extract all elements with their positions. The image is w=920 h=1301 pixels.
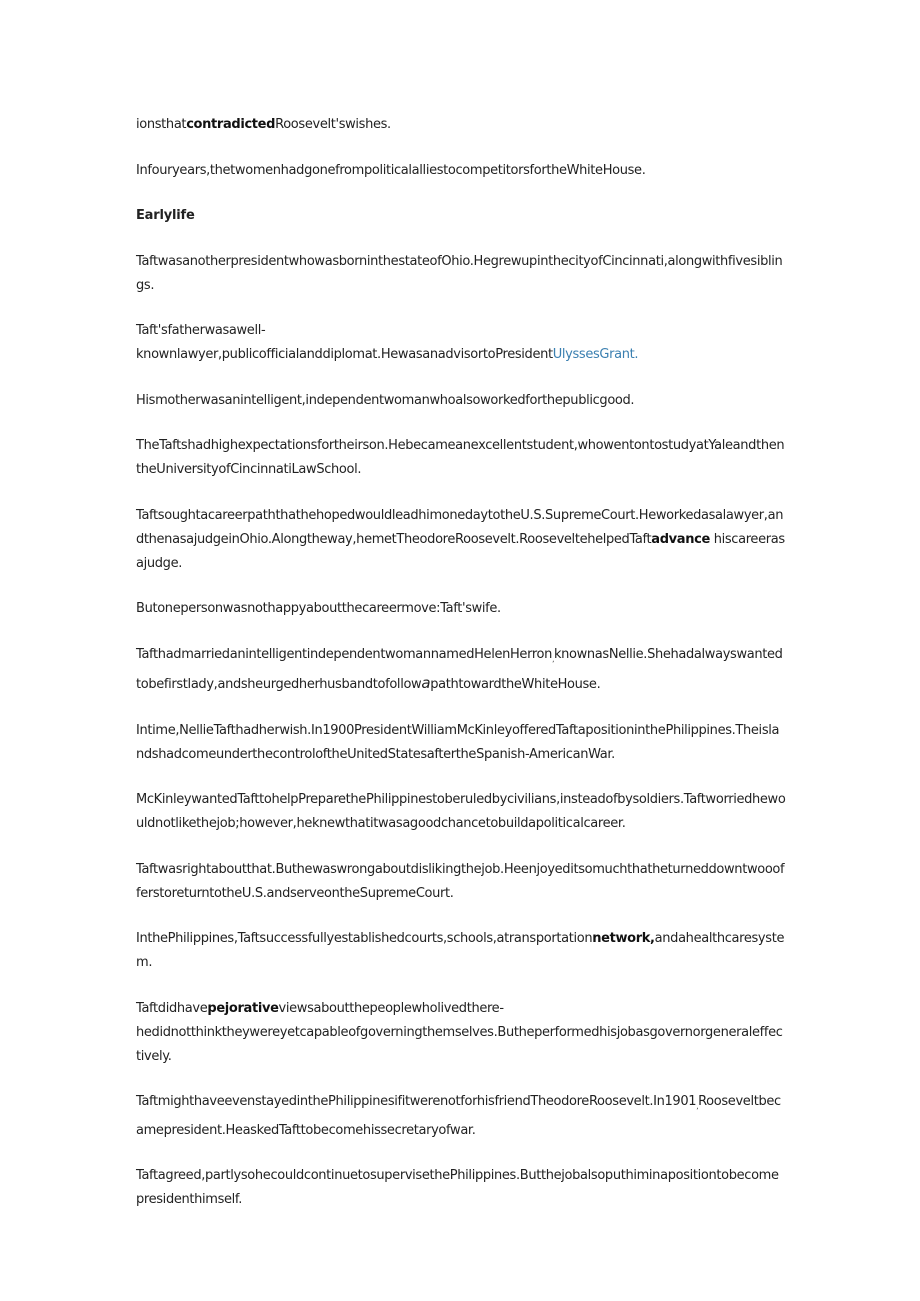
paragraph-1 bbox=[136, 113, 786, 137]
paragraph-5: Hismotherwasanintelligent,independentwomanwhoalsoworkedforthepublicgood. bbox=[136, 392, 635, 408]
bold-word: pejorative bbox=[207, 1000, 279, 1016]
text-run: Taftdidhave bbox=[136, 1000, 208, 1016]
text-run: Rooseveltbecamepresident.HeaskedTafttobecomehissecretaryofwar. bbox=[136, 1094, 781, 1138]
paragraph-10: Intime,NellieTafthadherwish.In1900PresidentWilliamMcKinleyofferedTaftapositioninthePhilippines.TheislandshadcomeunderthecontroloftheUnitedStatesaftertheSpanish-AmericanWar. bbox=[136, 722, 780, 762]
paragraph-3: TaftwasanotherpresidentwhowasborninthestateofOhio.HegrewupinthecityofCincinnati,alongwithfivesiblings. bbox=[136, 253, 783, 293]
small-comma: , bbox=[696, 1102, 699, 1111]
text-run: TaftmighthaveevenstayedinthePhilippinesifitwerenotforhisfriendTheodoreRoosevelt.In1901 bbox=[136, 1094, 697, 1110]
text-run: hiscareerasajudge. bbox=[136, 531, 785, 571]
text-run: InthePhilippines,Taftsuccessfullyestablishedcourts,schools,atransportation bbox=[136, 931, 593, 947]
text-run: andahealthcaresystem. bbox=[136, 931, 785, 971]
text-run: Taft'sfatherwasawell- bbox=[136, 323, 266, 338]
paragraph-7 bbox=[136, 504, 786, 576]
paragraph-2: Infouryears,thetwomenhadgonefrompoliticalalliestocompetitorsfortheWhiteHouse. bbox=[136, 162, 646, 178]
text-run: TafthadmarriedanintelligentindependentwomannamedHelenHerron bbox=[136, 646, 553, 662]
paragraph-11: McKinleywantedTafttohelpPreparethePhilippinestoberuledbycivilians,insteadofbysoldiers.Taftworriedhewouldnotlikethejob;however,heknewthatitwasagoodchancetobuildapoliticalcareer. bbox=[136, 792, 786, 832]
paragraph-9 bbox=[136, 643, 786, 698]
text-run: ionsthat bbox=[136, 117, 187, 132]
bold-word: advance bbox=[651, 531, 710, 547]
text-run: Roosevelt'swishes. bbox=[275, 117, 391, 132]
text-run: knownlawyer,publicofficialanddiplomat.HewasanadvisortoPresident bbox=[136, 347, 553, 362]
paragraph-6: TheTaftshadhighexpectationsfortheirson.Hebecameanexcellentstudent,whowentontostudyatYaleandthentheUniversityofCincinnatiLawSchool. bbox=[136, 438, 785, 477]
ulysses-grant-link[interactable]: UlyssesGrant. bbox=[552, 347, 639, 362]
text-run: viewsaboutthepeoplewholivedthere- bbox=[278, 1000, 504, 1016]
text-run: pathtowardtheWhiteHouse. bbox=[430, 677, 601, 693]
section-heading: Earlylife bbox=[136, 208, 195, 223]
paragraph-14 bbox=[136, 997, 786, 1069]
text-run: knownasNellie.Shehadalwayswantedtobefirstlady,andsheurgedherhusbandtofollow bbox=[136, 646, 783, 693]
paragraph-12: Taftwasrightaboutthat.Buthewaswrongaboutdislikingthejob.HeenjoyeditsomuchthatheturneddowntwooofferstoreturntotheU.S.andserveontheSupremeCourt. bbox=[136, 861, 785, 901]
text-run: hedidnotthinktheywereyetcapableofgoverningthemselves.Butheperformedhisjobasgovernorgeneraleffectively. bbox=[136, 1024, 783, 1064]
paragraph-13 bbox=[136, 927, 786, 975]
small-comma: , bbox=[552, 655, 554, 664]
bold-word: network, bbox=[592, 931, 655, 947]
text-run: TaftsoughtacareerpaththathehopedwouldleadhimonedaytotheU.S.SupremeCourt.Heworkedasalawyer,andthenasajudgeinOhio.Alongtheway,hemetTheodoreRoosevelt.RooseveltehelpedTaft bbox=[136, 507, 784, 547]
paragraph-4 bbox=[136, 319, 786, 367]
article-body bbox=[136, 113, 786, 1234]
paragraph-16: Taftagreed,partlysohecouldcontinuetosupervisethePhilippines.Butthejobalsoputhiminapositiontobecomepresidenthimself. bbox=[136, 1168, 779, 1208]
italic-letter: a bbox=[421, 674, 431, 693]
paragraph-8: Butonepersonwasnothappyaboutthecareermove:Taft'swife. bbox=[136, 601, 501, 616]
paragraph-15 bbox=[136, 1090, 786, 1143]
bold-word: contradicted bbox=[186, 117, 276, 132]
